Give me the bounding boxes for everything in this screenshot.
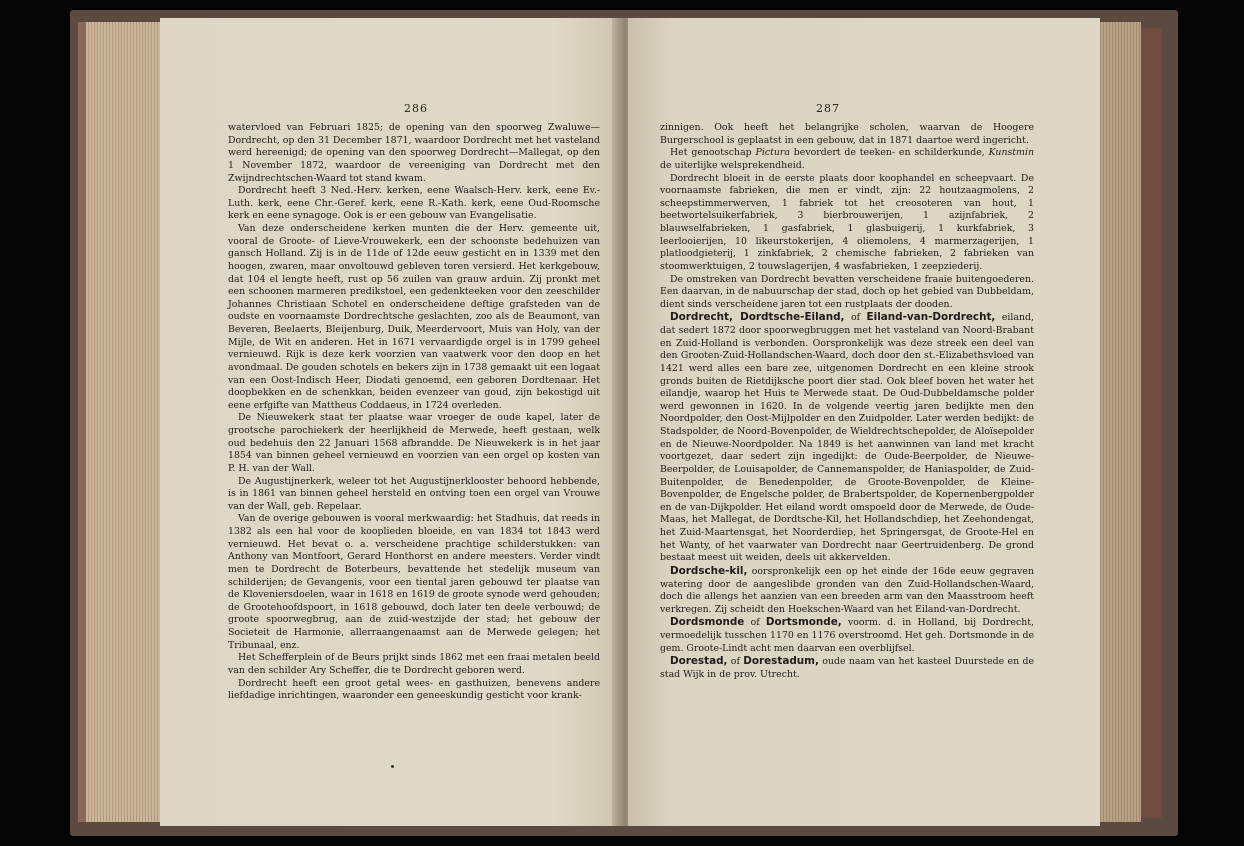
entry-text: voorm. d. in Holland, bij Dordrecht, vermoedelijk tusschen 1170 en 1176 overstroomd. Het geh. Dortsmonde in de gem. Groote-Lindt acht men daarvan een overblijfsel. xyxy=(660,617,1035,654)
text-run: Het genootschap xyxy=(670,147,756,159)
entry-headword: Dordsmonde xyxy=(670,616,745,629)
text-run: of xyxy=(727,656,744,668)
paragraph: Dordrecht heeft een groot getal wees- en gasthuizen, benevens andere liefdadige inrichtingen, waaronder een geneeskundig gesticht voor krank- xyxy=(228,677,600,702)
paragraph: Dordrecht bloeit in de eerste plaats door koophandel en scheepvaart. De voornaamste fabrieken, die men er vindt, zijn: 22 houtzaagmolens, 2 scheepstimmerwerven, 1 fabriek tot het creosoteren van hout, 1 beetwortelsuikerfabriek, 3 bierbrouwerijen, 1 azijnfabriek, 2 blauwselfabrieken, 1 gasfabriek, 1 glasbuigerij, 1 kurkfabriek, 3 leerlooierijen, 10 likeurstokerijen, 4 oliemolens, 4 marmerzagerijen, 1 platloodgieterij, 1 zinkfabriek, 2 chemische fabrieken, 2 fabrieken van stoomwerktuigen, 2 touwslagerijen, 4 wasfabrieken, 1 zeepziederij. xyxy=(660,172,1034,272)
paragraph: Van de overige gebouwen is vooral merkwaardig: het Stadhuis, dat reeds in 1382 als een hal voor de kooplieden bloeide, en van 1834 tot 1843 werd vernieuwd. Het bevat o. a. verscheidene prachtige schilderstukken: van Anthony van Montfoort, Gerard Honthorst en andere meesters. Verder vindt men te Dordrecht de Boterbeurs, bevattende het stedelijk museum van schilderijen; de Gevangenis, voor een tiental jaren gebouwd ter plaatse van de Kloveniersdoelen, waar in 1618 en 1619 de groote synode werd gehouden; de Grootehoofdspoort, in 1618 gebouwd, doch later ten deele verbouwd; de groote spoorwegbrug, aan de zuid-westzijde der stad; het gebouw der Societeit de Harmonie, allerraangenaamst aan de Merwede gelegen; het Tribunaal, enz. xyxy=(228,513,600,651)
text-run: of xyxy=(844,312,867,324)
text-run: bevordert de teeken- en schilderkunde, xyxy=(789,147,989,159)
paragraph: De Nieuwekerk staat ter plaatse waar vroeger de oude kapel, later de grootsche parochiekerk der heerlijkheid de Merwede, heeft gestaan, welk oud bedehuis den 22 Januari 1568 afbrandde. De Nieuwekerk is in het jaar 1854 van binnen geheel vernieuwd en voorzien van een orgel op kosten van P. H. van der Wall. xyxy=(228,412,600,474)
entry-text: oorspronkelijk een op het einde der 16de eeuw gegraven watering door de aangeslibde gronden van den Zuid-Hollandschen-Waard, doch die allengs het aanzien van een breeden arm van den Maasstroom heeft verkregen. Zij scheidt den Hoekschen-Waard van het Eiland-van-Dordrecht. xyxy=(660,565,1034,615)
italic-name: Pictura xyxy=(755,147,790,159)
entry-dordsmonde xyxy=(660,616,1034,655)
right-page-edges xyxy=(1095,22,1141,822)
entry-headword: Eiland-van-Dordrecht, xyxy=(866,311,996,324)
paragraph: zinnigen. Ook heeft het belangrijke scholen, waarvan de Hoogere Burgerschool is geplaatst in een gebouw, dat in 1871 daartoe werd ingericht. xyxy=(660,122,1034,146)
entry-headword: Dordrecht, Dordtsche-Eiland, xyxy=(670,311,845,324)
italic-name: Kunstmin xyxy=(988,147,1034,159)
entry-text: oude naam van het kasteel Duurstede en de stad Wijk in de prov. Utrecht. xyxy=(660,656,1034,680)
paragraph: De Augustijnerkerk, weleer tot het Augustijnerklooster behoord hebbende, is in 1861 van binnen geheel hersteld en ontving toen een orgel van Vrouwe van der Wall, geb. Repelaar. xyxy=(228,475,600,512)
text-run: de uiterlijke welsprekendheid. xyxy=(660,159,805,171)
right-page-text xyxy=(660,122,1034,682)
entry-dordsche-kil xyxy=(660,565,1034,617)
paragraph xyxy=(660,147,1034,172)
entry-headword: Dorestadum, xyxy=(743,655,819,668)
entry-text: eiland, dat sedert 1872 door spoorwegbruggen met het vasteland van Noord-Brabant en Zuid-Holland is verbonden. Oorspronkelijk was deze streek een deel van den Grooten-Zuid-Hollandschen-Waard, doch door den st.-Elizabethsvloed van 1421 werd alles een bare zee, uitgenomen Dordrecht en een kleine strook gronds buiten de Rietdijksche poort dier stad. Ook bleef boven het water het eilandje, waarop het Huis te Merwede staat. De Oud-Dubbeldamsche polder werd gewonnen in 1620. In de volgende veertig jaren bedijkte men den Noordpolder, den Oost-Mijlpolder en den Zuidpolder. Later werden bedijkt: de Stadspolder, de Noord-Bovenpolder, de Wieldrechtschepolder, de Aloïsepolder en de Nieuwe-Noordpolder. Na 1849 is het aanwinnen van land met kracht voortgezet, daar sedert zijn ingedijkt: de Oude-Beerpolder, de Nieuwe-Beerpolder, de Louisapolder, de Cannemanspolder, de Haniaspolder, de Zuid-Buitenpolder, de Benedenpolder, de Groote-Bovenpolder, de Kleine-Bovenpolder, de Engelsche polder, de Brabertspolder, de Kopernenbergpolder en de van-Dijkpolder. Het eiland wordt omspoeld door de Merwede, de Oude-Maas, het Mallegat, de Dordtsche-Kil, het Hollandschdiep, het Zeehondengat, het Zuid-Maartensgat, het Noorderdiep, het Springersgat, de Groote-Hel en het Wanty, of het vaarwater van Dordrecht naar Geertruidenberg. De grond bestaat meest uit weiden, deels uit akkervelden. xyxy=(660,312,1034,564)
right-page xyxy=(628,18,1100,826)
left-page-edges xyxy=(78,22,170,822)
left-page-text xyxy=(228,122,600,703)
paragraph: De omstreken van Dordrecht bevatten verscheidene fraaie buitengoederen. Een daarvan, in de nabuurschap der stad, doch op het gebied van Dubbeldam, dient sinds verscheidene jaren tot een rustplaats der dooden. xyxy=(660,273,1034,310)
paragraph: Dordrecht heeft 3 Ned.-Herv. kerken, eene Waalsch-Herv. kerk, eene Ev.-Luth. kerk, eene Chr.-Geref. kerk, eene R.-Kath. kerk, eene Oud-Roomsche kerk en eene synagoge. Ook is er een gebouw van Evangelisatie. xyxy=(228,185,600,222)
ink-speck xyxy=(391,765,394,768)
text-run: of xyxy=(744,617,766,629)
page-number: 286 xyxy=(404,102,428,115)
entry-headword: Dortsmonde, xyxy=(765,616,842,629)
page-number: 287 xyxy=(816,102,840,115)
paragraph: watervloed van Februari 1825; de opening van den spoorweg Zwaluwe—Dordrecht, op den 31 December 1871, waardoor Dordrecht met het vasteland werd hereenigd; de opening van den spoorweg Dordrecht—Mallegat, op den 1 November 1872, waardoor de vereeniging van Dordrecht met den Zwijndrechtschen-Waard tot stand kwam. xyxy=(228,122,600,184)
paragraph: Van deze onderscheidene kerken munten die der Herv. gemeente uit, vooral de Groote- of Lieve-Vrouwekerk, een der schoonste bedehuizen van gansch Holland. Zij is in de 11de of 12de eeuw gesticht en in 1339 met den hoogen, zwaren, maar onvoltouwd gebleven toren versierd. Het kerkgebouw, dat 104 el lengte heeft, rust op 56 zuilen van grauw arduin. Zij pronkt met een schoonen marmeren predikstoel, een gedenkteeken voor den zeeschilder Johannes Christiaan Schotel en onderscheidene deftige grafsteden van de oudste en voornaamste Dordrechtsche geslachten, zoo als de Beaumont, van Beveren, Beelaerts, Bleijenburg, Duik, Meerdervoort, Muis van Holy, van der Mijle, de Wit en anderen. Het in 1671 vervaardigde orgel is in 1799 geheel vernieuwd. Rijk is deze kerk voorzien van vaatwerk voor den doop en het avondmaal. De gouden schotels en bekers zijn in 1738 gemaakt uit een logaat van een Oost-Indisch Heer, Diodati genoemd, een geboren Dordtenaar. Het doopbekken en de schenkkan, beiden evenzeer van goud, zijn bekostigd uit eene erfgifte van Mattheus Coddaeus, in 1724 overleden. xyxy=(228,223,600,411)
entry-headword: Dordsche-kil, xyxy=(670,564,748,577)
left-page xyxy=(160,18,622,826)
entry-dorestad xyxy=(660,655,1034,681)
entry-dordrecht-eiland xyxy=(660,311,1034,565)
paragraph: Het Schefferplein of de Beurs prijkt sinds 1862 met een fraai metalen beeld van den schilder Ary Scheffer, die te Dordrecht geboren werd. xyxy=(228,652,600,676)
entry-headword: Dorestad, xyxy=(670,655,728,668)
